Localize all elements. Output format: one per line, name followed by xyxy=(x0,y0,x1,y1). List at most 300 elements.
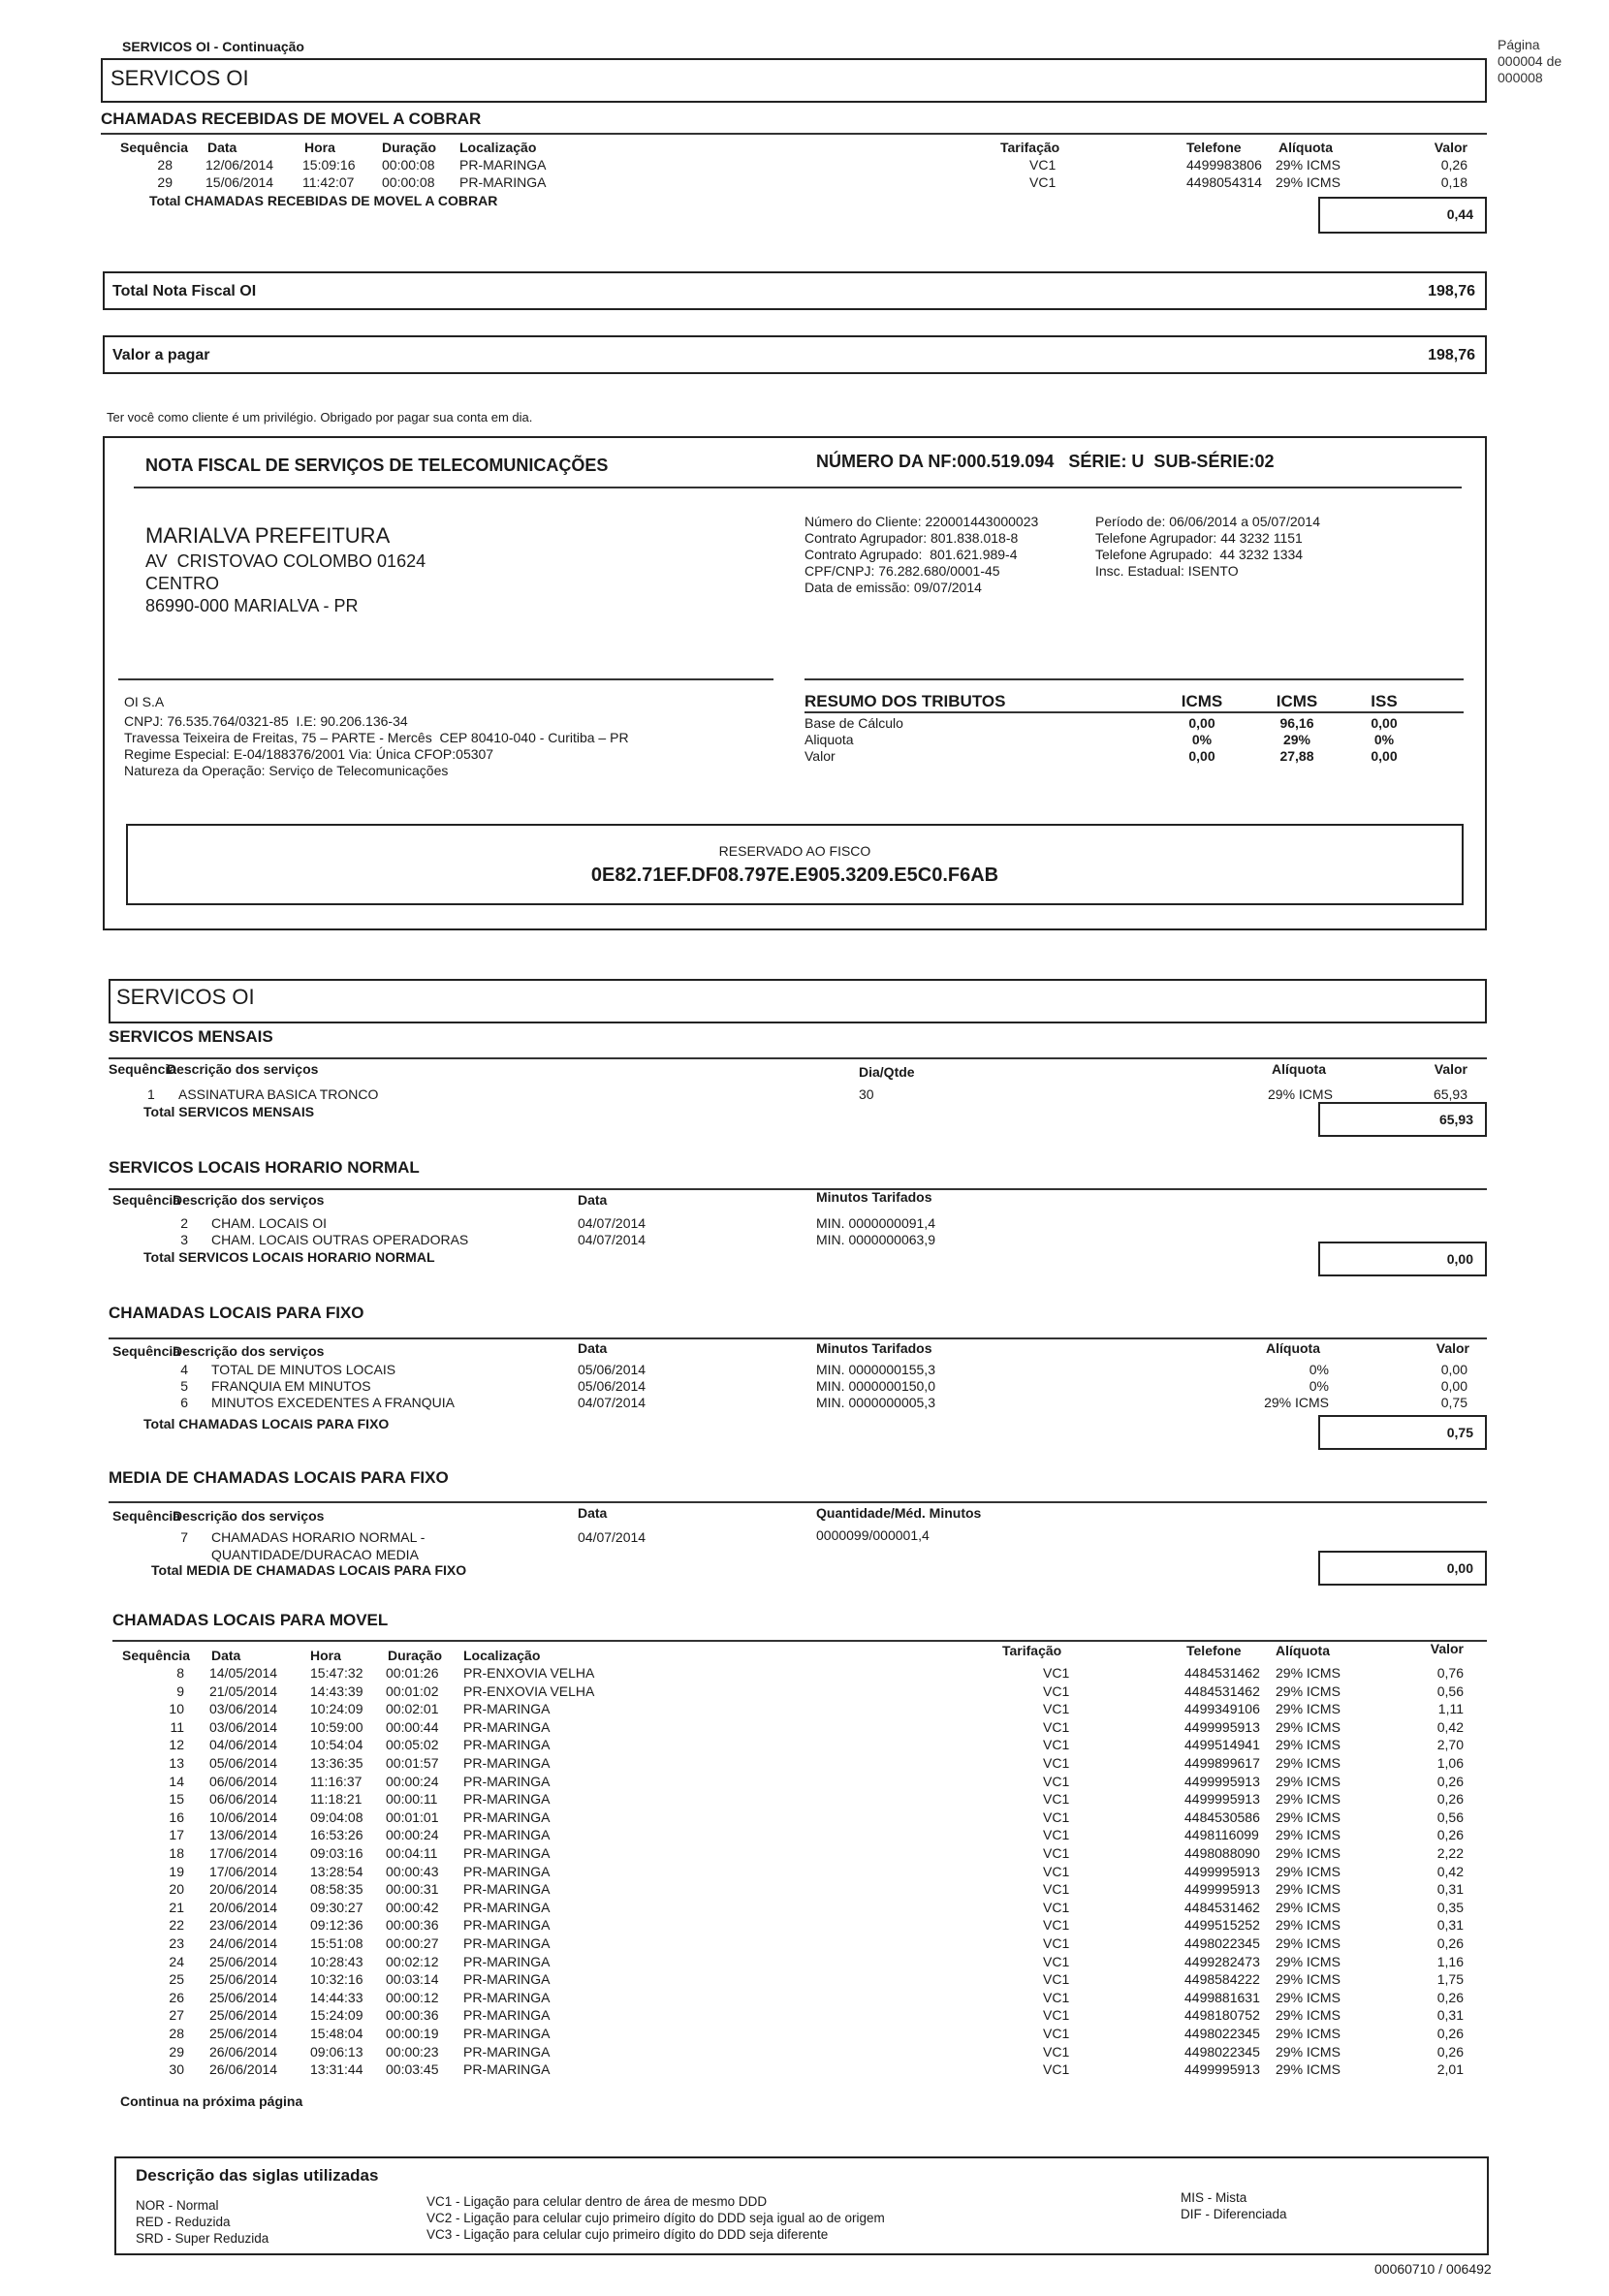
table-row xyxy=(109,1378,1487,1396)
table-header xyxy=(109,1061,1487,1079)
cell-data: 21/05/2014 xyxy=(209,1683,278,1699)
table-row xyxy=(112,2026,1487,2043)
col-data: Data xyxy=(207,140,237,155)
cell-dur: 00:02:12 xyxy=(386,1953,439,1969)
cell-local: PR-MARINGA xyxy=(463,1863,551,1879)
cell-min: MIN. 0000000091,4 xyxy=(816,1215,935,1231)
table-row xyxy=(112,1774,1487,1791)
cell-tel: 4484531462 xyxy=(1184,1899,1260,1915)
page-current: 000004 de xyxy=(1498,53,1562,69)
table-row xyxy=(112,1701,1487,1718)
cell-dur: 00:02:01 xyxy=(386,1701,439,1717)
tributos-row xyxy=(804,732,1464,749)
table-row xyxy=(112,1971,1487,1989)
cell-valor: 0,35 xyxy=(1436,1899,1464,1915)
cell-dur: 00:00:12 xyxy=(386,1989,439,2005)
tributos-value: 29% xyxy=(1282,732,1311,747)
footer-code: 00060710 / 006492 xyxy=(1374,2261,1492,2277)
cell-valor: 1,75 xyxy=(1436,1971,1464,1988)
nota-fiscal-block xyxy=(103,436,1487,930)
cell-tarif: VC1 xyxy=(1043,1953,1070,1969)
total-label: Total SERVICOS MENSAIS xyxy=(143,1104,315,1119)
cell-local: PR-MARINGA xyxy=(463,1791,551,1808)
col-quantidade: Quantidade/Méd. Minutos xyxy=(816,1505,982,1521)
cell-aliq: 29% ICMS xyxy=(1276,2026,1341,2041)
cell-data: 20/06/2014 xyxy=(209,1881,278,1898)
col-hora: Hora xyxy=(310,1648,341,1663)
sigla-item: DIF - Diferenciada xyxy=(1181,2207,1287,2221)
cell-seq: 16 xyxy=(169,1808,184,1825)
col-descricao: Descrição dos serviços xyxy=(173,1343,325,1359)
cell-dur: 00:00:36 xyxy=(386,2007,439,2024)
cell-local: PR-MARINGA xyxy=(463,2026,551,2041)
cell-tel: 4499995913 xyxy=(1184,1791,1260,1808)
cell-dur: 00:01:57 xyxy=(386,1755,439,1771)
mensais-table xyxy=(109,1061,1487,1119)
cell-seq: 25 xyxy=(169,1971,184,1988)
tributos-value: 0% xyxy=(1191,732,1213,747)
total-value: 0,00 xyxy=(1446,1251,1473,1267)
cell-hora: 09:04:08 xyxy=(310,1808,363,1825)
cell-tarif: VC1 xyxy=(1043,1773,1070,1789)
total-row xyxy=(109,1104,1487,1121)
cell-aliq: 29% ICMS xyxy=(1276,1953,1341,1969)
cell-valor: 0,56 xyxy=(1436,1808,1464,1825)
cell-tarif: VC1 xyxy=(1043,1701,1070,1717)
info-line: Contrato Agrupado: 801.621.989-4 xyxy=(804,547,1018,562)
cell-aliq: 29% ICMS xyxy=(1276,1701,1341,1717)
col-minutos: Minutos Tarifados xyxy=(816,1189,932,1205)
sigla-item: SRD - Super Reduzida xyxy=(136,2231,269,2246)
sigla-item: MIS - Mista xyxy=(1181,2190,1247,2205)
table-row xyxy=(112,1917,1487,1934)
tributos-value: 96,16 xyxy=(1279,715,1314,731)
cell-tel: 4484530586 xyxy=(1184,1808,1260,1825)
divider xyxy=(804,711,1464,713)
total-label: Total CHAMADAS LOCAIS PARA FIXO xyxy=(143,1416,390,1431)
address-line: CENTRO xyxy=(145,574,219,593)
cell-tel: 4498022345 xyxy=(1184,2026,1260,2041)
cell-seq: 28 xyxy=(157,157,173,173)
cell-aliq: 0% xyxy=(1309,1362,1329,1377)
cell-aliq: 29% ICMS xyxy=(1276,2061,1341,2078)
cell-dur: 00:03:45 xyxy=(386,2061,439,2078)
cell-data: 04/07/2014 xyxy=(578,1529,647,1545)
cell-valor: 65,93 xyxy=(1433,1086,1467,1102)
col-valor: Valor xyxy=(1434,1061,1467,1077)
cell-seq: 1 xyxy=(147,1086,155,1102)
cell-local: PR-MARINGA xyxy=(459,174,547,190)
cell-local: PR-MARINGA xyxy=(459,157,547,173)
page-total: 000008 xyxy=(1498,70,1543,85)
cell-tel: 4498584222 xyxy=(1184,1971,1260,1988)
total-row xyxy=(109,1249,1487,1267)
cell-tarif: VC1 xyxy=(1043,2026,1070,2041)
cell-tarif: VC1 xyxy=(1043,1827,1070,1843)
cell-desc: MINUTOS EXCEDENTES A FRANQUIA xyxy=(211,1395,456,1410)
total-label: Total SERVICOS LOCAIS HORARIO NORMAL xyxy=(143,1249,435,1265)
cell-dur: 00:00:31 xyxy=(386,1881,439,1898)
cell-seq: 20 xyxy=(169,1881,184,1898)
client-address xyxy=(145,550,426,617)
cell-valor: 0,26 xyxy=(1436,1827,1464,1843)
company-info xyxy=(124,694,629,779)
cell-data: 04/06/2014 xyxy=(209,1737,278,1753)
total-label: Total MEDIA DE CHAMADAS LOCAIS PARA FIXO xyxy=(151,1562,467,1578)
cell-valor: 2,22 xyxy=(1436,1845,1464,1861)
cell-dur: 00:00:11 xyxy=(386,1791,438,1808)
table-row xyxy=(109,1395,1487,1412)
cell-hora: 11:18:21 xyxy=(310,1791,363,1808)
sigla-item: NOR - Normal xyxy=(136,2198,219,2213)
cell-data: 04/07/2014 xyxy=(578,1215,647,1231)
cell-hora: 15:09:16 xyxy=(302,157,356,173)
cell-valor: 0,00 xyxy=(1440,1362,1467,1377)
col-data: Data xyxy=(211,1648,241,1663)
cell-seq: 21 xyxy=(169,1899,184,1915)
cell-data: 25/06/2014 xyxy=(209,1971,278,1988)
cell-tarif: VC1 xyxy=(1043,1881,1070,1898)
col-sequencia: Sequência xyxy=(112,1343,181,1359)
cell-data: 03/06/2014 xyxy=(209,1718,278,1735)
cell-dur: 00:01:02 xyxy=(386,1683,439,1699)
table-row xyxy=(109,1215,1487,1233)
cell-data: 26/06/2014 xyxy=(209,2043,278,2060)
table-row xyxy=(112,1845,1487,1863)
company-line: CNPJ: 76.535.764/0321-85 I.E: 90.206.136-34 xyxy=(124,713,408,729)
page-label: Página xyxy=(1498,37,1540,52)
total-box xyxy=(1318,197,1487,234)
total-box xyxy=(1318,1551,1487,1586)
nf-number: NÚMERO DA NF:000.519.094 SÉRIE: U SUB-SÉRIE:02 xyxy=(816,452,1275,471)
col-sequencia: Sequência xyxy=(112,1508,181,1524)
cell-local: PR-MARINGA xyxy=(463,1989,551,2005)
cell-local: PR-MARINGA xyxy=(463,1827,551,1843)
fisco-code: 0E82.71EF.DF08.797E.E905.3209.E5C0.F6AB xyxy=(590,865,999,886)
cell-data: 25/06/2014 xyxy=(209,1989,278,2005)
info-line: CPF/CNPJ: 76.282.680/0001-45 xyxy=(804,563,1000,579)
cell-tel: 4498022345 xyxy=(1184,2043,1260,2060)
cell-local: PR-MARINGA xyxy=(463,1845,551,1861)
col-duracao: Duração xyxy=(382,140,437,155)
cell-valor: 0,76 xyxy=(1436,1665,1464,1681)
reservado-fisco-box xyxy=(126,824,1464,905)
cell-seq: 14 xyxy=(169,1773,184,1789)
cell-seq: 27 xyxy=(169,2007,184,2024)
cell-data: 06/06/2014 xyxy=(209,1791,278,1808)
cell-seq: 29 xyxy=(157,174,173,190)
cell-seq: 15 xyxy=(169,1791,184,1808)
company-line: Regime Especial: E-04/188376/2001 Via: Única CFOP:05307 xyxy=(124,746,494,762)
info-line: Telefone Agrupador: 44 3232 1151 xyxy=(1095,530,1303,546)
cell-dur: 00:03:14 xyxy=(386,1971,439,1988)
cell-dur: 00:00:23 xyxy=(386,2043,439,2060)
cell-dur: 00:05:02 xyxy=(386,1737,439,1753)
cell-local: PR-MARINGA xyxy=(463,1899,551,1915)
col-descricao: Descrição dos serviços xyxy=(173,1508,325,1524)
cell-desc: CHAM. LOCAIS OUTRAS OPERADORAS xyxy=(211,1232,469,1247)
cell-seq: 8 xyxy=(176,1665,184,1681)
cell-aliq: 29% ICMS xyxy=(1276,1827,1341,1843)
cell-valor: 0,26 xyxy=(1440,157,1467,173)
total-value: 0,00 xyxy=(1446,1560,1473,1576)
cell-seq: 5 xyxy=(180,1378,188,1394)
cell-local: PR-MARINGA xyxy=(463,1917,551,1934)
tributos-value: 0% xyxy=(1373,732,1395,747)
cell-aliq: 29% ICMS xyxy=(1276,1971,1341,1988)
col-sequencia: Sequência xyxy=(112,1192,181,1208)
cell-desc: QUANTIDADE/DURACAO MEDIA xyxy=(211,1547,419,1562)
col-valor: Valor xyxy=(1434,140,1467,155)
tributos-label: Aliquota xyxy=(804,732,854,747)
col-localizacao: Localização xyxy=(463,1648,541,1663)
cell-data: 17/06/2014 xyxy=(209,1863,278,1879)
sigla-item: VC2 - Ligação para celular cujo primeiro dígito do DDD seja igual ao de origem xyxy=(426,2211,885,2225)
siglas-title: Descrição das siglas utilizadas xyxy=(136,2166,379,2185)
col-data: Data xyxy=(578,1340,608,1356)
table-row xyxy=(109,1529,1487,1547)
cell-local: PR-MARINGA xyxy=(463,2061,551,2078)
info-line: Data de emissão: 09/07/2014 xyxy=(804,580,982,595)
cell-valor: 0,42 xyxy=(1436,1718,1464,1735)
cell-aliq: 29% ICMS xyxy=(1276,1791,1341,1808)
cell-tarif: VC1 xyxy=(1043,1737,1070,1753)
cell-tel: 4484531462 xyxy=(1184,1665,1260,1681)
cell-hora: 08:58:35 xyxy=(310,1881,363,1898)
table-row xyxy=(109,1362,1487,1379)
cell-dur: 00:00:24 xyxy=(386,1827,439,1843)
col-data: Data xyxy=(578,1505,608,1521)
sigla-item: RED - Reduzida xyxy=(136,2215,231,2229)
cell-aliq: 29% ICMS xyxy=(1276,1773,1341,1789)
cell-tarif: VC1 xyxy=(1043,1935,1070,1951)
cell-tarif: VC1 xyxy=(1029,174,1057,190)
cell-tel: 4499349106 xyxy=(1184,1701,1260,1717)
cell-aliq: 29% ICMS xyxy=(1268,1086,1333,1102)
cell-desc: FRANQUIA EM MINUTOS xyxy=(211,1378,371,1394)
cell-tarif: VC1 xyxy=(1043,1917,1070,1934)
cell-tarif: VC1 xyxy=(1043,1665,1070,1681)
cell-local: PR-MARINGA xyxy=(463,1935,551,1951)
cell-aliq: 0% xyxy=(1309,1378,1329,1394)
mensais-title: SERVICOS MENSAIS xyxy=(109,1027,273,1046)
cell-tarif: VC1 xyxy=(1043,1863,1070,1879)
cell-duracao: 00:00:08 xyxy=(382,157,435,173)
cell-dur: 00:00:44 xyxy=(386,1718,439,1735)
cell-local: PR-MARINGA xyxy=(463,2007,551,2024)
cell-min: MIN. 0000000150,0 xyxy=(816,1378,935,1394)
tributos-title: RESUMO DOS TRIBUTOS xyxy=(804,692,1006,710)
cell-valor: 1,06 xyxy=(1436,1755,1464,1771)
table-row xyxy=(112,2044,1487,2061)
cell-tarif: VC1 xyxy=(1043,2043,1070,2060)
cell-hora: 15:48:04 xyxy=(310,2026,363,2041)
cell-local: PR-MARINGA xyxy=(463,1971,551,1988)
cell-seq: 17 xyxy=(169,1827,184,1843)
tributos-value: 0,00 xyxy=(1371,715,1398,731)
subsection-title: CHAMADAS RECEBIDAS DE MOVEL A COBRAR xyxy=(101,110,482,128)
cell-hora: 15:47:32 xyxy=(310,1665,363,1681)
table-row xyxy=(112,1791,1487,1808)
cell-hora: 10:32:16 xyxy=(310,1971,363,1988)
nf-info-right xyxy=(1095,514,1320,580)
tributos-label: Valor xyxy=(804,748,836,764)
cell-data: 17/06/2014 xyxy=(209,1845,278,1861)
cell-valor: 0,00 xyxy=(1440,1378,1467,1394)
cell-seq: 9 xyxy=(176,1683,184,1699)
cell-tarif: VC1 xyxy=(1043,1755,1070,1771)
cell-seq: 23 xyxy=(169,1935,184,1951)
table-row xyxy=(112,1719,1487,1737)
cell-dur: 00:01:01 xyxy=(386,1808,439,1825)
cell-hora: 15:24:09 xyxy=(310,2007,363,2024)
total-value: 0,75 xyxy=(1446,1425,1473,1440)
cell-dur: 00:01:26 xyxy=(386,1665,439,1681)
cell-aliq: 29% ICMS xyxy=(1276,1863,1341,1879)
cell-aliq: 29% ICMS xyxy=(1276,2007,1341,2024)
cell-duracao: 00:00:08 xyxy=(382,174,435,190)
total-box xyxy=(1318,1242,1487,1276)
cell-valor: 0,75 xyxy=(1440,1395,1467,1410)
cell-seq: 28 xyxy=(169,2026,184,2041)
nf-info-left xyxy=(804,514,1038,596)
cell-hora: 09:06:13 xyxy=(310,2043,363,2060)
cell-local: PR-MARINGA xyxy=(463,1808,551,1825)
cell-tarif: VC1 xyxy=(1043,1808,1070,1825)
siglas-col2 xyxy=(426,2193,885,2243)
table-row xyxy=(112,1683,1487,1701)
tributos-col: ICMS xyxy=(1276,692,1318,710)
cell-tel: 4499881631 xyxy=(1184,1989,1260,2005)
divider xyxy=(101,133,1487,135)
cell-local: PR-MARINGA xyxy=(463,1881,551,1898)
divider xyxy=(109,1337,1487,1339)
total-row xyxy=(109,1416,1487,1433)
cell-tel: 4499995913 xyxy=(1184,1718,1260,1735)
cell-aliq: 29% ICMS xyxy=(1276,174,1341,190)
tributos-row xyxy=(804,715,1464,733)
cell-hora: 14:44:33 xyxy=(310,1989,363,2005)
cell-valor: 0,26 xyxy=(1436,1989,1464,2005)
table-header xyxy=(112,1641,1487,1663)
valor-pagar-value: 198,76 xyxy=(1428,347,1475,363)
tributos-label: Base de Cálculo xyxy=(804,715,903,731)
cell-dur: 00:00:24 xyxy=(386,1773,439,1789)
cell-tel: 4498116099 xyxy=(1184,1827,1259,1843)
table-header xyxy=(101,140,1487,157)
table-row xyxy=(112,1881,1487,1899)
cell-valor: 0,26 xyxy=(1436,2026,1464,2041)
media-fixo-title: MEDIA DE CHAMADAS LOCAIS PARA FIXO xyxy=(109,1468,449,1487)
divider xyxy=(109,1188,1487,1190)
total-value: 65,93 xyxy=(1438,1112,1473,1127)
cell-data: 05/06/2014 xyxy=(578,1362,647,1377)
cell-data: 05/06/2014 xyxy=(578,1378,647,1394)
cell-data: 26/06/2014 xyxy=(209,2061,278,2078)
cell-desc: CHAM. LOCAIS OI xyxy=(211,1215,328,1231)
cell-data: 23/06/2014 xyxy=(209,1917,278,1934)
tributos-value: 0,00 xyxy=(1371,748,1398,764)
cell-dur: 00:00:36 xyxy=(386,1917,439,1934)
nf-title: NOTA FISCAL DE SERVIÇOS DE TELECOMUNICAÇÕES xyxy=(145,456,609,475)
siglas-box xyxy=(114,2156,1489,2255)
total-box xyxy=(1318,1102,1487,1137)
cell-valor: 0,26 xyxy=(1436,1773,1464,1789)
table-row xyxy=(112,1954,1487,1971)
cell-hora: 13:31:44 xyxy=(310,2061,363,2078)
table-row xyxy=(112,1737,1487,1754)
total-nota-label: Total Nota Fiscal OI xyxy=(112,283,257,299)
cell-local: PR-MARINGA xyxy=(463,1953,551,1969)
cell-dur: 00:00:42 xyxy=(386,1899,439,1915)
servicos-title: SERVICOS OI xyxy=(116,985,255,1009)
cell-aliq: 29% ICMS xyxy=(1276,1683,1341,1699)
tributos-col: ICMS xyxy=(1181,692,1223,710)
cell-aliq: 29% ICMS xyxy=(1264,1395,1329,1410)
table-row xyxy=(112,1827,1487,1844)
cell-seq: 26 xyxy=(169,1989,184,2005)
page-indicator xyxy=(1498,37,1562,86)
cell-seq: 24 xyxy=(169,1953,184,1969)
cell-data: 06/06/2014 xyxy=(209,1773,278,1789)
table-row xyxy=(112,1900,1487,1917)
cell-hora: 09:03:16 xyxy=(310,1845,363,1861)
cell-tel: 4498180752 xyxy=(1184,2007,1260,2024)
total-nota-fiscal-box xyxy=(103,271,1487,310)
locais-fixo-title: CHAMADAS LOCAIS PARA FIXO xyxy=(109,1304,364,1322)
col-descricao: Descrição dos serviços xyxy=(167,1061,319,1077)
table-row xyxy=(112,1990,1487,2007)
cell-desc: CHAMADAS HORARIO NORMAL - xyxy=(211,1529,426,1545)
cell-seq: 11 xyxy=(170,1718,184,1735)
cell-tel: 4499899617 xyxy=(1184,1755,1260,1771)
cell-data: 20/06/2014 xyxy=(209,1899,278,1915)
divider xyxy=(134,487,1462,488)
cell-tarif: VC1 xyxy=(1043,2007,1070,2024)
col-sequencia: Sequência xyxy=(122,1648,191,1663)
cell-aliq: 29% ICMS xyxy=(1276,1845,1341,1861)
cell-valor: 0,31 xyxy=(1436,1917,1464,1934)
table-row xyxy=(101,157,1487,174)
col-descricao: Descrição dos serviços xyxy=(173,1192,325,1208)
info-line: Período de: 06/06/2014 a 05/07/2014 xyxy=(1095,514,1320,529)
cell-data: 15/06/2014 xyxy=(205,174,274,190)
col-aliquota: Alíquota xyxy=(1276,1643,1330,1658)
col-telefone: Telefone xyxy=(1186,1643,1242,1658)
valor-a-pagar-box xyxy=(103,335,1487,374)
col-aliquota: Alíquota xyxy=(1266,1340,1320,1356)
section-title: SERVICOS OI xyxy=(110,66,249,90)
divider xyxy=(804,678,1464,680)
cell-hora: 09:30:27 xyxy=(310,1899,363,1915)
cell-hora: 10:59:00 xyxy=(310,1718,363,1735)
cell-seq: 19 xyxy=(169,1863,184,1879)
cell-aliq: 29% ICMS xyxy=(1276,1755,1341,1771)
cell-data: 10/06/2014 xyxy=(209,1808,278,1825)
cell-seq: 18 xyxy=(169,1845,184,1861)
cell-hora: 10:28:43 xyxy=(310,1953,363,1969)
total-box xyxy=(1318,1415,1487,1450)
cell-hora: 16:53:26 xyxy=(310,1827,363,1843)
cell-data: 04/07/2014 xyxy=(578,1232,647,1247)
siglas-col1 xyxy=(136,2197,268,2247)
fisco-label: RESERVADO AO FISCO xyxy=(718,843,871,859)
cell-min: MIN. 0000000005,3 xyxy=(816,1395,935,1410)
cell-valor: 0,42 xyxy=(1436,1863,1464,1879)
table-row xyxy=(112,1809,1487,1827)
cell-tel: 4484531462 xyxy=(1184,1683,1260,1699)
table-row xyxy=(112,2007,1487,2025)
